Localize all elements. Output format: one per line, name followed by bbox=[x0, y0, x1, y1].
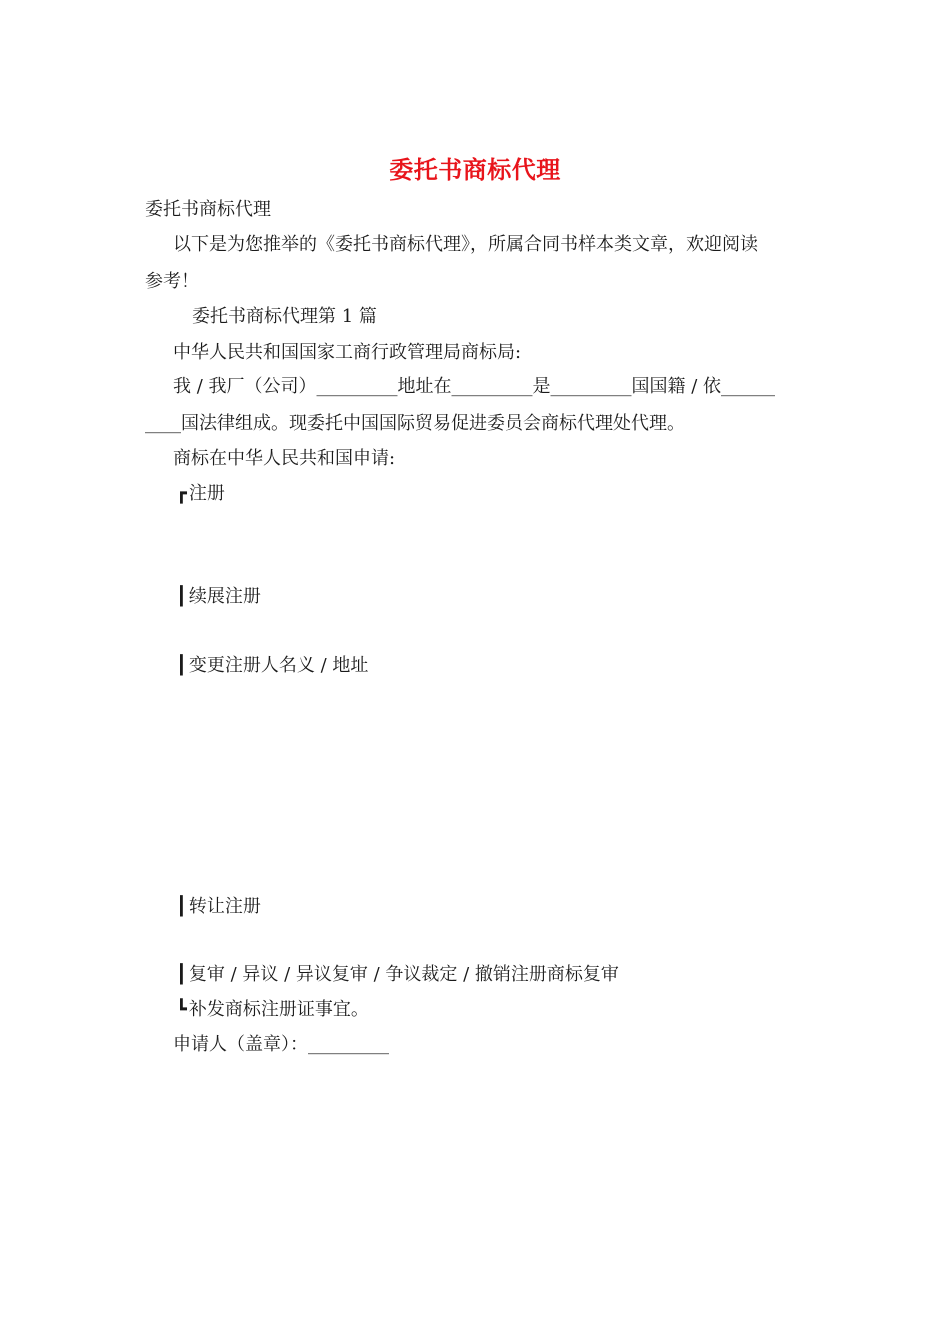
bracket-mid-mark: ┃ bbox=[176, 896, 187, 917]
clause-line-1: 我 / 我厂（公司）_________地址在_________是_________国国籍 / 依______ bbox=[173, 376, 776, 397]
section-heading: 委托书商标代理第 1 篇 bbox=[192, 306, 377, 327]
applicant-signature-line: 申请人（盖章）：_________ bbox=[173, 1034, 389, 1055]
document-subtitle: 委托书商标代理 bbox=[145, 199, 271, 220]
option-label: 注册 bbox=[188, 483, 225, 504]
option-review bbox=[176, 963, 619, 987]
intro-line-2: 参考！ bbox=[145, 271, 199, 292]
option-transfer bbox=[176, 895, 261, 919]
option-label: 变更注册人名义 / 地址 bbox=[188, 655, 369, 676]
option-renewal bbox=[176, 585, 261, 609]
application-intro: 商标在中华人民共和国申请: bbox=[173, 448, 396, 469]
bracket-mid-mark: ┃ bbox=[176, 586, 187, 607]
bracket-mid-mark: ┃ bbox=[176, 964, 187, 985]
bracket-top-mark: ┏ bbox=[176, 483, 187, 504]
option-label: 复审 / 异议 / 异议复审 / 争议裁定 / 撤销注册商标复审 bbox=[188, 964, 619, 985]
bracket-bottom-mark: ┗ bbox=[176, 999, 187, 1020]
document-title: 委托书商标代理 bbox=[389, 155, 561, 184]
intro-line-1: 以下是为您推举的《委托书商标代理》，所属合同书样本类文章，欢迎阅读 bbox=[173, 234, 758, 255]
option-register bbox=[176, 482, 225, 506]
option-label: 补发商标注册证事宜。 bbox=[188, 999, 369, 1020]
addressee: 中华人民共和国国家工商行政管理局商标局: bbox=[173, 342, 522, 363]
option-label: 转让注册 bbox=[188, 896, 261, 917]
option-label: 续展注册 bbox=[188, 586, 261, 607]
option-change-name bbox=[176, 654, 368, 678]
bracket-mid-mark: ┃ bbox=[176, 655, 187, 676]
option-reissue bbox=[176, 998, 369, 1022]
clause-line-2: ____国法律组成。现委托中国国际贸易促进委员会商标代理处代理。 bbox=[145, 413, 685, 434]
